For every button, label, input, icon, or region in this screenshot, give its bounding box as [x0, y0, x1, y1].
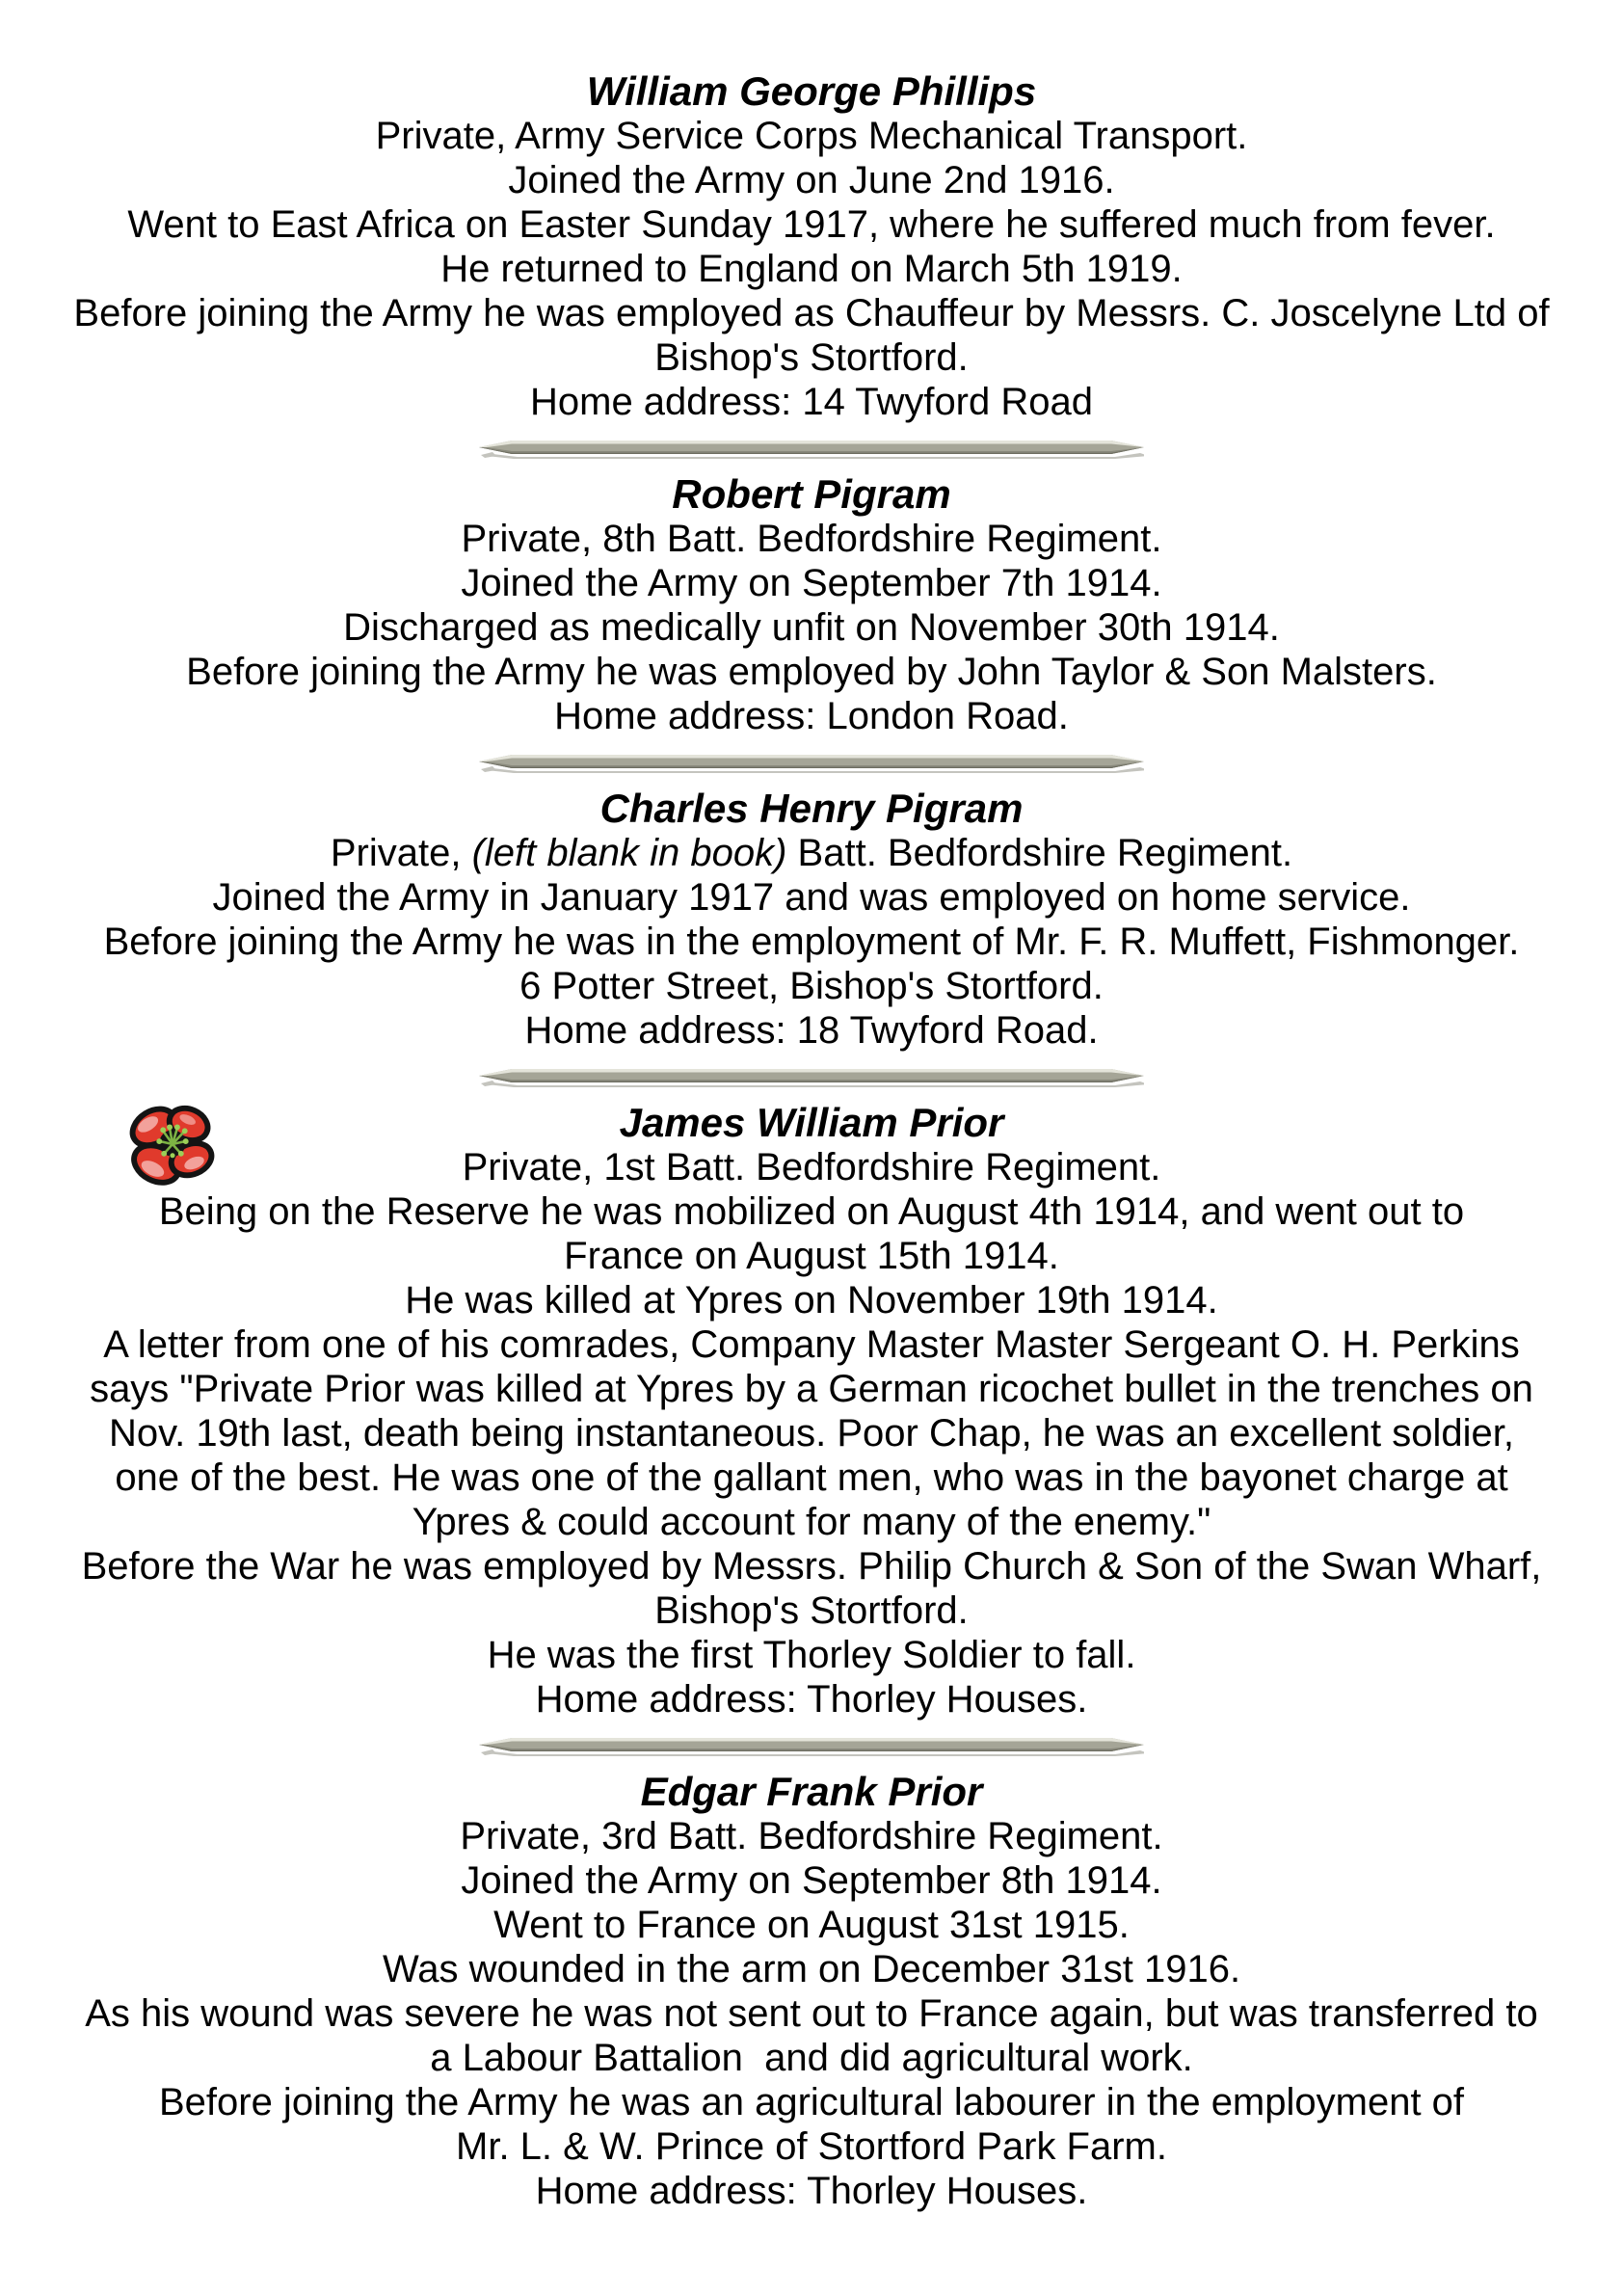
soldier-record-lines	[0, 831, 1623, 1053]
record-line: Ypres & could account for many of the enemy."	[412, 1501, 1211, 1543]
record-line: Private, Army Service Corps Mechanical Transport.	[375, 115, 1248, 157]
soldier-name: James William Prior	[619, 1100, 1004, 1145]
divider-bar-graphic	[479, 438, 1144, 459]
record-line: Before joining the Army he was an agricultural labourer in the employment of	[158, 2081, 1465, 2123]
blank-note-italic: (left blank in book)	[471, 832, 787, 874]
soldier-section	[0, 787, 1623, 1053]
soldier-name: Robert Pigram	[672, 471, 951, 517]
divider-bar-graphic	[479, 1735, 1144, 1756]
soldier-section	[0, 69, 1623, 424]
soldier-name: Edgar Frank Prior	[640, 1769, 983, 1814]
soldier-section	[0, 1101, 1623, 1722]
record-line: Home address: 18 Twyford Road.	[524, 1009, 1099, 1052]
record-line: one of the best. He was one of the gallant men, who was in the bayonet charge at	[115, 1456, 1508, 1499]
record-line: Joined the Army on September 7th 1914.	[461, 562, 1162, 604]
record-line: France on August 15th 1914.	[564, 1235, 1059, 1277]
record-line: Mr. L. & W. Prince of Stortford Park Farm.	[456, 2125, 1167, 2168]
poppy-icon	[123, 1099, 222, 1190]
record-line: Home address: 14 Twyford Road	[529, 381, 1093, 423]
record-line: Went to East Africa on Easter Sunday 1917, where he suffered much from fever.	[127, 203, 1496, 246]
record-line: He returned to England on March 5th 1919.	[440, 248, 1183, 290]
soldier-record-lines	[0, 517, 1623, 738]
record-line: Joined the Army in January 1917 and was employed on home service.	[212, 876, 1411, 919]
section-divider-rule	[479, 752, 1144, 773]
record-line: Home address: Thorley Houses.	[535, 1678, 1088, 1721]
soldier-record-lines	[0, 1145, 1623, 1722]
record-line: a Labour Battalion and did agricultural work.	[430, 2037, 1193, 2079]
soldier-name: Charles Henry Pigram	[599, 786, 1024, 831]
record-line: Private, 8th Batt. Bedfordshire Regiment.	[461, 518, 1162, 560]
divider-bar-graphic	[479, 752, 1144, 773]
section-divider-rule	[479, 1066, 1144, 1087]
record-line	[0, 831, 1623, 875]
record-line: Was wounded in the arm on December 31st 1916.	[382, 1948, 1241, 1990]
record-line: Before joining the Army he was in the employment of Mr. F. R. Muffett, Fishmonger.	[103, 921, 1520, 963]
record-line: Home address: London Road.	[554, 695, 1069, 737]
record-line: Bishop's Stortford.	[654, 1589, 969, 1632]
record-line: Before joining the Army he was employed as Chauffeur by Messrs. C. Joscelyne Ltd of	[73, 292, 1550, 334]
soldier-records	[0, 69, 1623, 2213]
section-divider-rule	[479, 1735, 1144, 1756]
record-line: A letter from one of his comrades, Company Master Master Sergeant O. H. Perkins	[103, 1323, 1520, 1366]
divider-bar-graphic	[479, 1066, 1144, 1087]
soldier-section	[0, 1770, 1623, 2213]
soldier-section	[0, 472, 1623, 738]
section-divider-rule	[479, 438, 1144, 459]
record-line: says "Private Prior was killed at Ypres by a German ricochet bullet in the trenches on	[90, 1368, 1533, 1410]
record-line: Nov. 19th last, death being instantaneous. Poor Chap, he was an excellent soldier,	[109, 1412, 1514, 1455]
record-line: Before joining the Army he was employed by John Taylor & Son Malsters.	[186, 651, 1437, 693]
record-line: Discharged as medically unfit on November 30th 1914.	[343, 606, 1280, 649]
record-line: As his wound was severe he was not sent out to France again, but was transferred to	[85, 1992, 1538, 2035]
record-line: He was the first Thorley Soldier to fall.	[487, 1634, 1136, 1676]
record-line: Joined the Army on September 8th 1914.	[461, 1859, 1162, 1902]
record-line: Being on the Reserve he was mobilized on August 4th 1914, and went out to	[158, 1190, 1465, 1233]
record-line: Joined the Army on June 2nd 1916.	[508, 159, 1115, 201]
record-line: Home address: Thorley Houses.	[535, 2170, 1088, 2212]
line-text: Private,	[330, 832, 472, 874]
record-line: 6 Potter Street, Bishop's Stortford.	[519, 965, 1104, 1007]
line-text: Batt. Bedfordshire Regiment.	[786, 832, 1293, 874]
record-line: Before the War he was employed by Messrs. Philip Church & Son of the Swan Wharf,	[81, 1545, 1542, 1588]
record-line: He was killed at Ypres on November 19th 1914.	[405, 1279, 1218, 1322]
record-line: Private, 1st Batt. Bedfordshire Regiment.	[462, 1146, 1161, 1188]
soldier-record-lines	[0, 114, 1623, 424]
record-line: Bishop's Stortford.	[654, 336, 969, 379]
record-line: Went to France on August 31st 1915.	[493, 1904, 1130, 1946]
record-line: Private, 3rd Batt. Bedfordshire Regiment.	[460, 1815, 1163, 1857]
soldier-name: William George Phillips	[586, 68, 1037, 114]
soldier-record-lines	[0, 1814, 1623, 2213]
